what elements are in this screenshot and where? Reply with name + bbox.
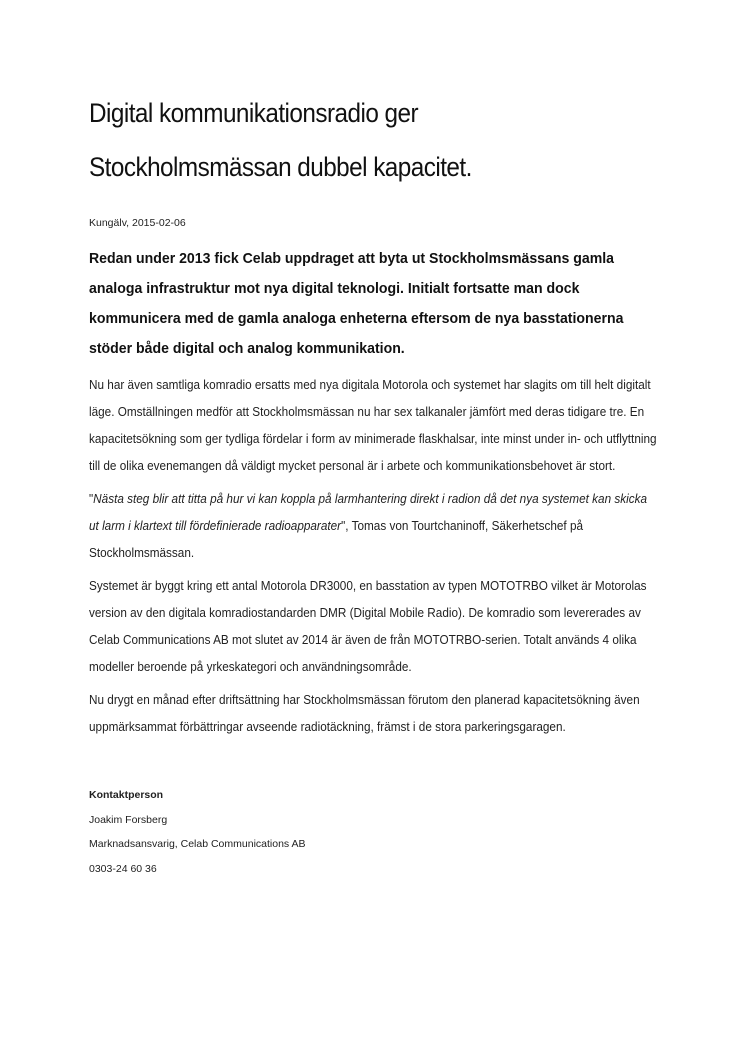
body-paragraph-4: Nu drygt en månad efter driftsättning har Stockholmsmässan förutom den planerad kapacitetsökning även uppmärksammat förbättringar avseende radiotäckning, främst i de stora parkeringsgaragen. <box>89 693 640 734</box>
contact-role: Marknadsansvarig, Celab Communications AB <box>89 838 306 850</box>
lead-paragraph: Redan under 2013 fick Celab uppdraget att byta ut Stockholmsmässans gamla analoga infrastruktur mot nya digital teknologi. Initialt fortsatte man dock kommunicera med de gamla analoga enheterna eftersom de nya basstationerna stöder både digital och analog kommunikation. <box>89 250 624 357</box>
body-paragraph-3: Systemet är byggt kring ett antal Motorola DR3000, en basstation av typen MOTOTRBO vilket är Motorolas version av den digitala komradiostandarden DMR (Digital Mobile Radio). De komradio som levererades av Celab Communications AB mot slutet av 2014 är även de från MOTOTRBO-serien. Totalt används 4 olika modeller beroende på yrkeskategori och användningsområde. <box>89 579 647 674</box>
quote-open-mark: " <box>89 492 94 506</box>
title-line-2: Stockholmsmässan dubbel kapacitet. <box>89 152 472 182</box>
contact-block <box>89 783 659 881</box>
quote-attribution: ", Tomas von Tourtchaninoff, Säkerhetschef på Stockholmsmässan. <box>89 519 584 560</box>
quote-text: Nästa steg blir att titta på hur vi kan koppla på larmhantering direkt i radion då det nya systemet kan skicka ut larm i klartext till fördefinierade radioapparater <box>89 492 648 533</box>
quote-paragraph <box>89 486 659 567</box>
contact-phone: 0303-24 60 36 <box>89 862 157 875</box>
press-release <box>89 86 659 881</box>
dateline: Kungälv, 2015-02-06 <box>89 217 186 229</box>
body-paragraph-1: Nu har även samtliga komradio ersatts med nya digitala Motorola och systemet har slagits om till helt digitalt läge. Omställningen medför att Stockholmsmässan nu har sex talkanaler jämfört med deras tidigare tre. En kapacitetsökning som ger tydliga fördelar i form av minimerade flaskhalsar, inte minst under in- och utflyttning till de olika evenemangen då väldigt mycket personal är i arbete och kommunikationsbehovet är stort. <box>89 378 657 473</box>
contact-name: Joakim Forsberg <box>89 813 168 826</box>
title-line-1: Digital kommunikationsradio ger <box>89 98 419 128</box>
page-title <box>89 86 647 194</box>
contact-heading: Kontaktperson <box>89 789 164 801</box>
